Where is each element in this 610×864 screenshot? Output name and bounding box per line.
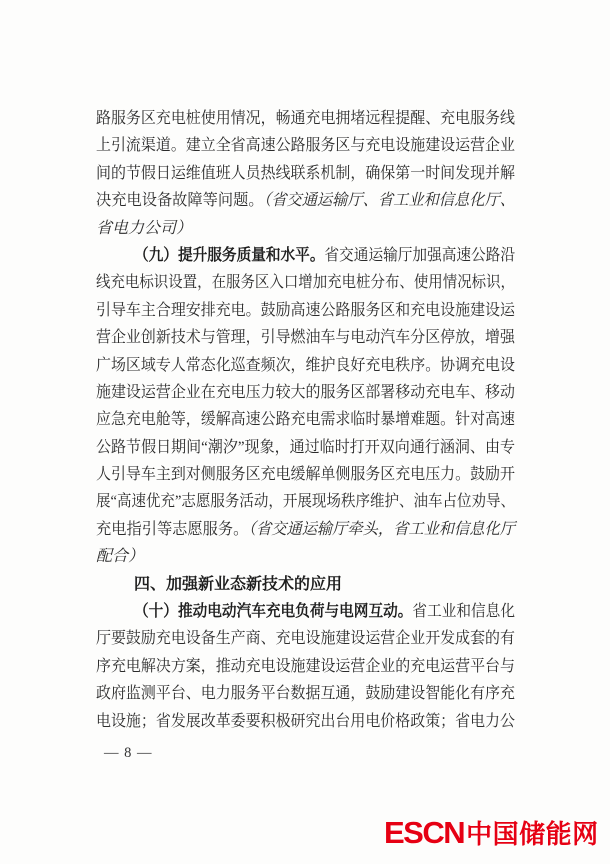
- paragraph-line: [96, 324, 515, 351]
- body-text: 充电指引等志愿服务。: [96, 520, 249, 538]
- body-text: 展“高速优充”志愿服务活动，开展现场秩序维护、油车占位劝导、: [96, 493, 515, 511]
- attribution-text: 省电力公司）: [96, 219, 193, 237]
- body-text: 电设施；省发展改革委要积极研究出台用电价格政策；省电力公: [96, 712, 515, 730]
- line-text: [134, 598, 515, 625]
- attribution-text: （省交通运输厅牵头，省工业和信息化厅: [248, 520, 516, 538]
- line-text: [96, 516, 515, 543]
- line-text: [96, 105, 515, 132]
- page-number: — 8 —: [104, 745, 153, 761]
- section-heading-line: [96, 571, 515, 598]
- paragraph-line: [96, 187, 515, 214]
- paragraph-line: [96, 132, 515, 159]
- line-text: [96, 352, 515, 379]
- body-text: 政府监测平台、电力服务平台数据互通，鼓励建设智能化有序充: [96, 685, 515, 703]
- escn-logo-latin: ESCN: [384, 815, 465, 850]
- paragraph-line: [96, 269, 515, 296]
- paragraph-line: [96, 543, 515, 570]
- paragraph-line: [96, 160, 515, 187]
- line-text: [96, 625, 515, 652]
- paragraph-line: [96, 461, 515, 488]
- line-text: [96, 406, 515, 433]
- line-text: [134, 242, 515, 269]
- paragraph-line: [96, 653, 515, 680]
- paragraph-line: [96, 598, 515, 625]
- escn-logo-cjk: 中国储能网: [466, 819, 599, 849]
- paragraph-line: [96, 297, 515, 324]
- body-text: 间的节假日运维值班人员热线联系机制，确保第一时间发现并解: [96, 164, 515, 182]
- attribution-text: 配合）: [96, 548, 145, 566]
- bold-text: （九）提升服务质量和水平。: [134, 246, 325, 264]
- body-text: 路服务区充电桩使用情况，畅通充电拥堵远程提醒、充电服务线: [96, 110, 515, 127]
- body-text: 人引导车主到对侧服务区充电缓解单侧服务区充电压力。鼓励开: [96, 466, 515, 484]
- paragraph-line: [96, 215, 515, 242]
- paragraph-line: [96, 406, 515, 433]
- line-text: [96, 434, 515, 461]
- line-text: [96, 215, 192, 242]
- line-text: [134, 571, 342, 598]
- line-text: [96, 488, 515, 515]
- paragraph-line: [96, 379, 515, 406]
- body-text: 公路节假日期间“潮汐”现象，通过临时打开双向通行涵洞、由专: [96, 438, 515, 456]
- paragraph-line: [96, 625, 515, 652]
- line-text: [96, 132, 515, 159]
- paragraph-line: [96, 488, 515, 515]
- paragraph-line: [96, 516, 515, 543]
- attribution-text: （省交通运输厅、省工业和信息化厅、: [263, 192, 515, 210]
- escn-logo: [384, 817, 599, 848]
- line-text: [96, 160, 515, 187]
- document-text-block: [96, 105, 515, 735]
- line-text: [96, 653, 515, 680]
- line-text: [96, 297, 515, 324]
- body-text: 序充电解决方案，推动充电设施建设运营企业的充电运营平台与: [96, 657, 515, 675]
- line-text: [96, 680, 515, 707]
- line-text: [96, 461, 515, 488]
- paragraph-line: [96, 105, 515, 132]
- line-text: [96, 187, 515, 214]
- body-text: 施建设运营企业在充电压力较大的服务区部署移动充电车、移动: [96, 383, 515, 401]
- line-text: [96, 543, 144, 570]
- body-text: 省交通运输厅加强高速公路沿: [324, 246, 515, 264]
- body-text: 应急充电舱等，缓解高速公路充电需求临时暴增难题。针对高速: [96, 411, 515, 429]
- paragraph-line: [96, 352, 515, 379]
- paragraph-line: [96, 708, 515, 735]
- bold-text: 四、加强新业态新技术的应用: [134, 575, 343, 593]
- body-text: 引导车主合理安排充电。鼓励高速公路服务区和充电设施建设运: [96, 301, 515, 319]
- body-text: 上引流渠道。建立全省高速公路服务区与充电设施建设运营企业: [96, 137, 515, 155]
- body-text: 广场区域专人常态化巡查频次，维护良好充电秩序。协调充电设: [96, 356, 515, 374]
- line-text: [96, 269, 515, 296]
- bold-text: （十）推动电动汽车充电负荷与电网互动。: [134, 603, 413, 621]
- body-text: 决充电设备故障等问题。: [96, 192, 264, 210]
- line-text: [96, 708, 515, 735]
- body-text: 厅要鼓励充电设备生产商、充电设施建设运营企业开发成套的有: [96, 630, 515, 648]
- paragraph-line: [96, 242, 515, 269]
- line-text: [96, 324, 515, 351]
- body-text: 省工业和信息化: [412, 603, 515, 621]
- paragraph-line: [96, 680, 515, 707]
- line-text: [96, 379, 515, 406]
- body-text: 营企业创新技术与管理，引导燃油车与电动汽车分区停放，增强: [96, 329, 515, 347]
- body-text: 线充电标识设置，在服务区入口增加充电桩分布、使用情况标识，: [96, 274, 515, 292]
- paragraph-line: [96, 434, 515, 461]
